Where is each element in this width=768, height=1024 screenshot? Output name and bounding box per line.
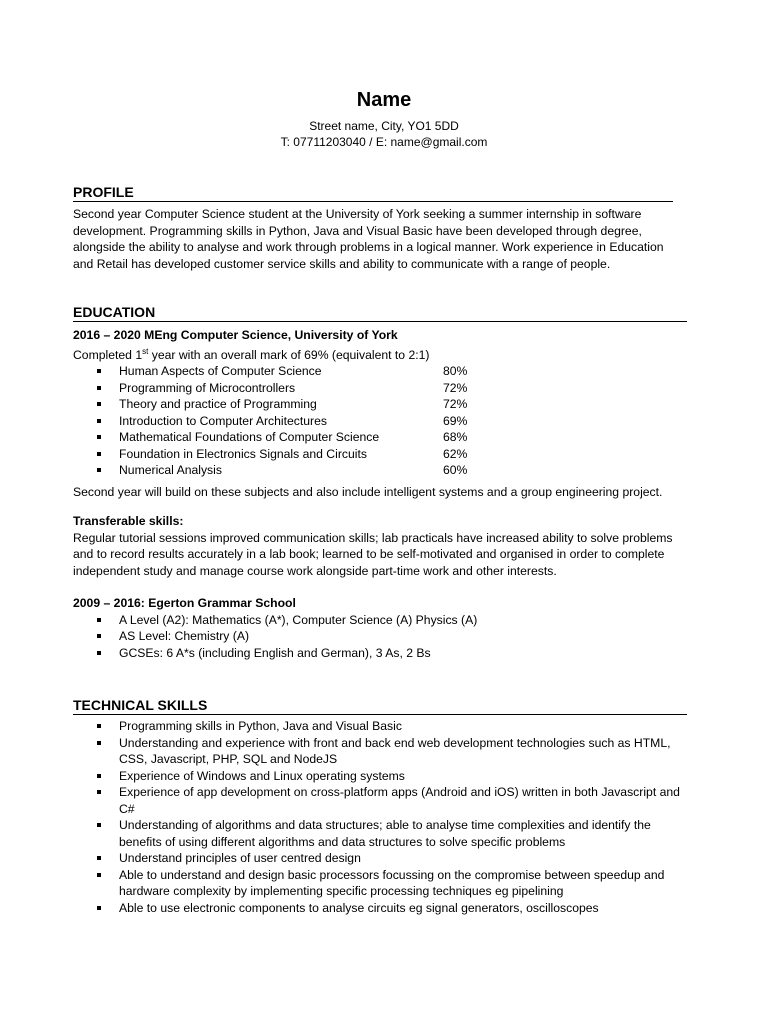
module-item (73, 462, 687, 479)
module-mark: 80% (443, 364, 468, 378)
module-item (73, 429, 687, 446)
degree-heading: 2016 – 2020 MEng Computer Science, University of York (73, 328, 398, 342)
module-name: Human Aspects of Computer Science (119, 364, 322, 378)
technical-skill-item: Understanding and experience with front and back end web development technologies such as HTML, CSS, Javascript, PHP, SQL and NodeJS (73, 735, 695, 768)
module-item (73, 396, 687, 413)
module-name: Mathematical Foundations of Computer Science (119, 430, 380, 444)
module-mark: 60% (443, 463, 468, 477)
candidate-name: Name (356, 89, 412, 111)
technical-skill-item: Experience of Windows and Linux operating systems (73, 768, 695, 785)
profile-section (73, 183, 673, 272)
technical-section (73, 696, 687, 916)
technical-title: TECHNICAL SKILLS (73, 696, 687, 715)
module-item (73, 413, 687, 430)
technical-list (73, 718, 695, 916)
module-item (73, 380, 687, 397)
module-mark: 68% (443, 430, 468, 444)
technical-skill-item: Experience of app development on cross-platform apps (Android and iOS) written in both Javascript and C# (73, 784, 695, 817)
school-item: GCSEs: 6 A*s (including English and German), 3 As, 2 Bs (73, 645, 687, 662)
completed-line: Completed 1st year with an overall mark of 69% (equivalent to 2:1) (73, 346, 430, 362)
transferable-heading: Transferable skills: (73, 514, 184, 528)
module-item (73, 363, 687, 380)
school-heading: 2009 – 2016: Egerton Grammar School (73, 596, 296, 610)
technical-skill-item: Able to understand and design basic processors focussing on the compromise between speedup and hardware complexity by implementing specific processing techniques eg pipelining (73, 867, 695, 900)
technical-skill-item: Able to use electronic components to analyse circuits eg signal generators, oscilloscopes (73, 900, 695, 917)
module-mark: 62% (443, 446, 468, 461)
transferable-text: Regular tutorial sessions improved communication skills; lab practicals have increased ability to solve problems and to record results accurately in a lab book; learned to be self-motivated and organised in order to complete independent study and manage course work alongside part-time work and other interests. (73, 530, 673, 578)
school-item: AS Level: Chemistry (A) (73, 628, 687, 645)
technical-skill-item: Understanding of algorithms and data structures; able to analyse time complexities and identify the benefits of using different algorithms and data structures to solve specific problems (73, 817, 695, 850)
profile-title: PROFILE (73, 183, 673, 202)
school-item: A Level (A2): Mathematics (A*), Computer Science (A) Physics (A) (73, 612, 687, 629)
second-year-text: Second year will build on these subjects and also include intelligent systems and a group engineering project. (73, 484, 663, 499)
module-item (73, 446, 687, 463)
module-name: Programming of Microcontrollers (119, 380, 296, 395)
technical-skill-item: Programming skills in Python, Java and Visual Basic (73, 718, 695, 735)
module-name: Foundation in Electronics Signals and Circuits (119, 446, 367, 461)
contact-line: T: 07711203040 / E: name@gmail.com (280, 135, 488, 149)
technical-skill-item: Understand principles of user centred design (73, 850, 695, 867)
profile-text: Second year Computer Science student at the University of York seeking a summer internship in software development. Programming skills in Python, Java and Visual Basic have been developed through degree, alongside the ability to analyse and work through problems in a logical manner. Work experience in Education and Retail has developed customer service skills and ability to communicate with a range of people. (73, 207, 664, 271)
module-name: Introduction to Computer Architectures (119, 413, 327, 428)
education-title: EDUCATION (73, 303, 687, 322)
module-list (73, 363, 687, 479)
module-mark: 69% (443, 413, 468, 428)
address-line: Street name, City, YO1 5DD (309, 119, 459, 133)
module-mark: 72% (443, 380, 468, 395)
cv-header (0, 88, 768, 150)
module-name: Numerical Analysis (119, 463, 222, 477)
school-list (73, 612, 687, 662)
module-name: Theory and practice of Programming (119, 397, 317, 411)
module-mark: 72% (443, 397, 468, 411)
education-section (73, 303, 687, 661)
